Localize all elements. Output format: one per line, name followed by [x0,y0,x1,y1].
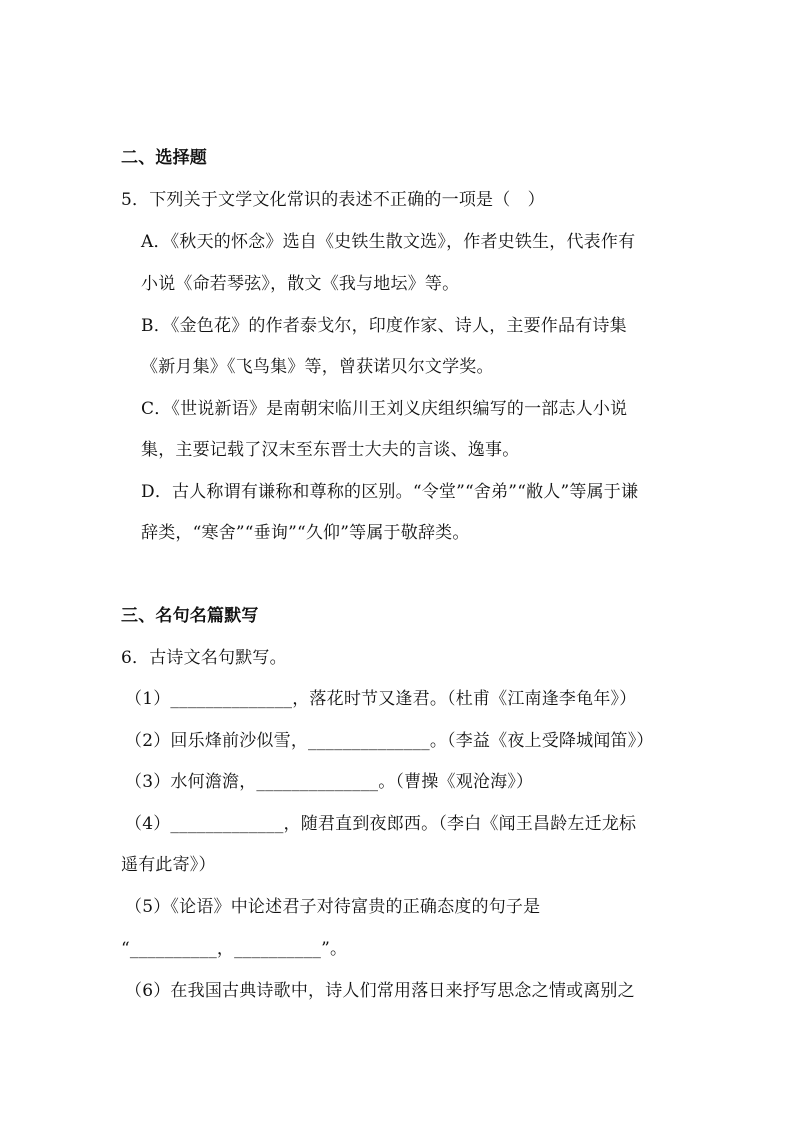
option-b-line-1: B．《金色花》的作者泰戈尔，印度作家、诗人，主要作品有诗集 [141,316,627,336]
blank-item-4-line-1: （4）_____________，随君直到夜郎西。（李白《闻王昌龄左迁龙标 [125,814,637,834]
blank-item-2: （2）回乐烽前沙似雪，______________。（李益《夜上受降城闻笛》） [125,731,654,751]
option-d-line-1: D．古人称谓有谦称和尊称的区别。“令堂”“舍弟”“敝人”等属于谦 [141,482,639,502]
blank-item-1: （1）______________，落花时节又逢君。（杜甫《江南逢李龟年》） [125,689,637,709]
option-a-line-1: A．《秋天的怀念》选自《史铁生散文选》，作者史铁生，代表作有 [141,232,636,252]
blank-item-5-line-1: （5）《论语》中论述君子对待富贵的正确态度的句子是 [125,897,541,917]
option-b-line-2: 《新月集》《飞鸟集》等，曾获诺贝尔文学奖。 [141,357,494,377]
option-a-line-2: 小说《命若琴弦》，散文《我与地坛》等。 [141,274,460,294]
option-d-line-2: 辞类，“寒舍”“垂询”“久仰”等属于敬辞类。 [141,523,470,543]
blank-item-5-line-2: “__________，__________”。 [121,939,348,959]
blank-item-4-line-2: 遥有此寄》） [121,855,216,875]
blank-item-3: （3）水何澹澹，______________。（曹操《观沧海》） [125,772,534,792]
blank-item-6-line-1: （6）在我国古典诗歌中，诗人们常用落日来抒写思念之情或离别之 [125,981,635,1001]
section-heading: 二、选择题 [121,148,207,168]
question-stem: 5．下列关于文学文化常识的表述不正确的一项是（ ） [121,190,545,210]
question-stem: 6．古诗文名句默写。 [121,648,287,668]
option-c-line-1: C．《世说新语》是南朝宋临川王刘义庆组织编写的一部志人小说 [141,399,628,419]
section-heading: 三、名句名篇默写 [121,606,259,626]
option-c-line-2: 集，主要记载了汉末至东晋士大夫的言谈、逸事。 [141,440,520,460]
